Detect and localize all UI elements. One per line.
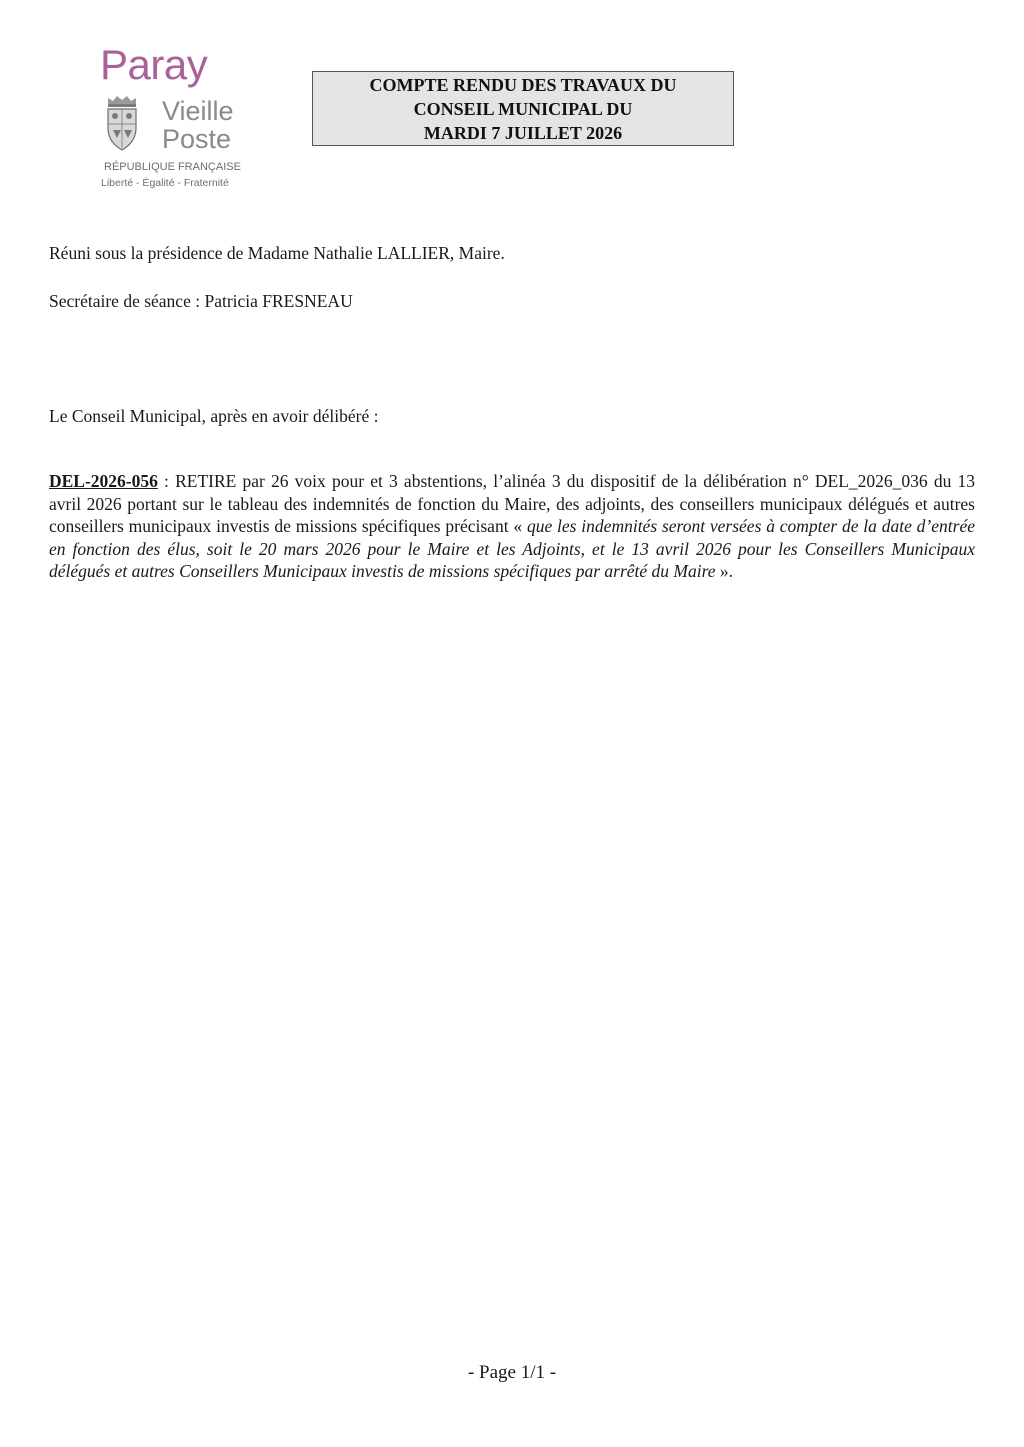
logo-name-vieille: Vieille: [162, 96, 234, 126]
page-number: - Page 1/1 -: [467, 1362, 557, 1383]
municipal-logo: [100, 41, 241, 200]
logo-republique: RÉPUBLIQUE FRANÇAISE: [104, 161, 241, 173]
coat-of-arms-icon: [104, 94, 140, 154]
deliberation-text: RETIRE par 26 voix pour et 3 abstentions, l’alinéa 3 du dispositif de la délibération n° DEL_2026_036 du 13 avril 2026 portant sur le tableau des indemnités de fonction du Maire, des adjoints, des conseillers municipaux délégués et autres conseillers municipaux investis de missions spécifiques précisant «: [49, 471, 975, 536]
presidence-statement: Réuni sous la présidence de Madame Nathalie LALLIER, Maire.: [49, 243, 505, 263]
title-line-1: COMPTE RENDU DES TRAVAUX DU: [369, 74, 677, 95]
secretaire-statement: Secrétaire de séance : Patricia FRESNEAU: [49, 291, 353, 311]
deliberation-separator: :: [157, 471, 176, 491]
deliberation-closing: ».: [715, 561, 734, 581]
logo-devise: Liberté - Égalité - Fraternité: [101, 177, 229, 189]
logo-name-poste: Poste: [162, 124, 232, 154]
deliberation-quote: que les indemnités seront versées à compter de la date d’entrée en fonction des élus, soit le 20 mars 2026 pour le Maire et les Adjoints, et le 13 avril 2026 pour les Conseillers Municipaux délégués et autres Conseillers Municipaux investis de missions spécifiques par arrêté du Maire: [49, 516, 975, 581]
document-title-box: [312, 71, 734, 146]
logo-name-paray: Paray: [100, 41, 208, 88]
deliberation-block: [49, 470, 975, 583]
title-line-3: MARDI 7 JUILLET 2026: [423, 122, 623, 143]
title-line-2: CONSEIL MUNICIPAL DU: [413, 98, 633, 119]
deliberation-intro: Le Conseil Municipal, après en avoir délibéré :: [49, 406, 379, 426]
deliberation-reference: DEL-2026-056: [49, 471, 158, 491]
